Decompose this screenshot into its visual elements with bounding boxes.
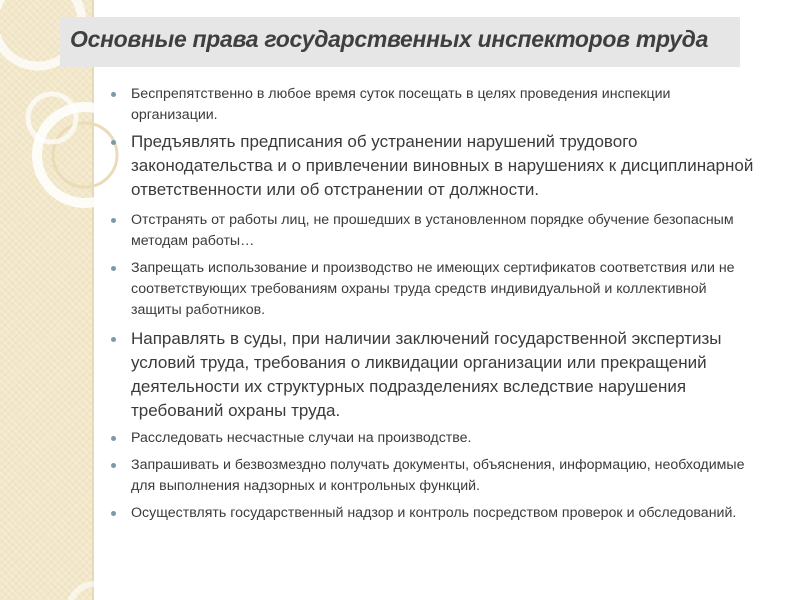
bullet-item: Отстранять от работы лиц, не прошедших в установленном порядке обучение безопасным методам работы…	[108, 210, 760, 252]
bullet-list	[108, 84, 760, 530]
ring-bottom	[69, 584, 121, 600]
bullet-item: Расследовать несчастные случаи на производстве.	[108, 428, 760, 449]
bullet-item: Запрещать использование и производство не имеющих сертификатов соответствия или не соответствующих требованиям охраны труда средств индивидуальной и коллективной защиты работников.	[108, 258, 760, 321]
bullet-item: Осуществлять государственный надзор и контроль посредством проверок и обследований.	[108, 503, 760, 524]
bullet-item: Направлять в суды, при наличии заключений государственной экспертизы условий труда, требования о ликвидации организации или прекращений деятельности их структурных подразделениях вследствие нарушения требований охраны труда.	[108, 327, 760, 423]
bullet-item: Предъявлять предписания об устранении нарушений трудового законодательства и о привлечении виновных в нарушениях к дисциплинарной ответственности или об отстранении от должности.	[108, 130, 760, 202]
slide-title: Основные права государственных инспекторов труда	[70, 26, 709, 52]
bullet-item: Беспрепятственно в любое время суток посещать в целях проведения инспекции организации.	[108, 84, 760, 126]
bullet-item: Запрашивать и безвозмездно получать документы, объяснения, информацию, необходимые для выполнения надзорных и контрольных функций.	[108, 455, 760, 497]
